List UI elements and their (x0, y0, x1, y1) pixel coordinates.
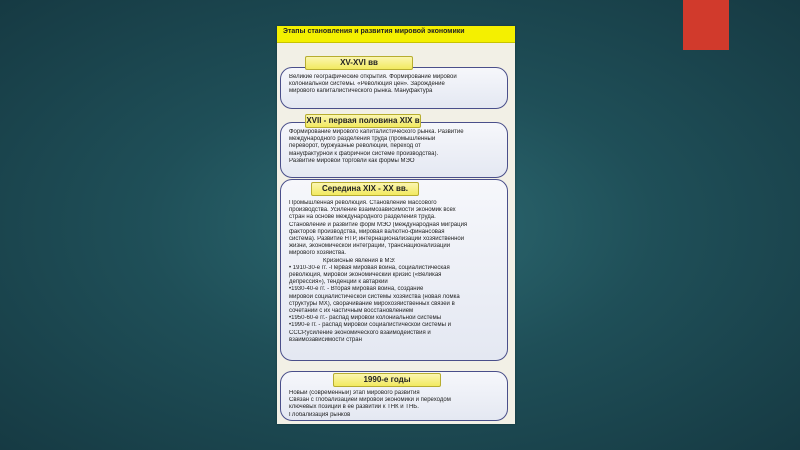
slide-title: Этапы становления и развития мировой экономики (283, 28, 465, 35)
crisis-line: мировой социалистической системы хозяйства (новая ломка (289, 293, 460, 300)
crisis-line: • 1910-30-е гг. -Первая мировая война, социалистическая (289, 264, 450, 271)
crisis-line: взаимозависимости стран (289, 336, 362, 343)
crisis-line: сочетании с их частичным восстановлением (289, 308, 414, 315)
stage-3-line: жизни, экономической интеграции, транснационализации (289, 243, 451, 250)
stage-1-text (289, 74, 501, 96)
stage-1-line: колониальной системы. «Революция цен». Зарождение (289, 81, 445, 88)
crisis-line: •1950-60-е гг.- распад мировой колониальной системы (289, 315, 442, 322)
stage-2-line: Развитие мировой торговли как формы МЭО (289, 157, 415, 164)
stage-2-line: мануфактурной к фабричной системе производства). (289, 150, 439, 157)
stage-4-line: Глобализация рынков (289, 411, 351, 418)
stage-1-line: Великие географические открытия. Формирование мировой (289, 74, 457, 80)
crisis-line: СССР,усиление экономического взаимодействия и (289, 329, 431, 336)
stage-3-text (289, 200, 501, 344)
crisis-line: революция, мировой экономический кризис («Великая (289, 272, 442, 279)
stage-2-line: переворот, буржуазные революции, переход от (289, 143, 421, 150)
stage-2-text (289, 129, 501, 165)
crisis-line: •1930-40-е гг. - Вторая мировая война, создание (289, 286, 424, 293)
stage-3-line: производства. Усиление взаимозависимости экономик всех (289, 207, 456, 214)
stage-4-heading: 1990-е годы (333, 373, 441, 387)
stage-2-heading: XVII - первая половина XIX в (305, 114, 421, 128)
stage-4-text (289, 390, 501, 419)
red-accent-rectangle (683, 0, 729, 50)
crisis-line: •1990-е гг. - распад мировой социалистической системы и (289, 322, 451, 329)
stage-1-line: мирового капиталистического рынка. Мануфактура (289, 88, 433, 95)
stage-3-line: стран на основе международного разделения труда. (289, 214, 436, 221)
crisis-line: структуры МХ), сворачивание мирохозяйственных связей в (289, 300, 455, 307)
stage-card-1 (280, 67, 508, 109)
stage-3-line: факторов производства, мировая валютно-финансовая (289, 228, 445, 235)
stage-2-line: Формирование мирового капиталистического рынка. Развитие (289, 129, 464, 135)
slide-image (277, 26, 515, 424)
stage-3-line: Промышленная революция. Становление массового (289, 200, 437, 206)
stage-4-line: ключевых позиций в ее развитии к ТНК и ТНБ. (289, 404, 419, 411)
stage-3-line: мирового хозяйства. (289, 250, 347, 257)
stage-4-line: Связан с глобализацией мировой экономики и переходом (289, 397, 451, 404)
crisis-subheading: Кризисные явления в МЭ: (323, 257, 396, 264)
stage-3-line: система). Развитие НТР, интернационализации хозяйственной (289, 236, 465, 243)
crisis-line: депрессия»), тенденции к автаркии (289, 279, 388, 286)
stage-card-3 (280, 179, 508, 361)
stage-4-line: Новый (современный) этап мирового развития (289, 390, 420, 396)
stage-1-heading: XV-XVI вв (305, 56, 413, 70)
stage-3-heading: Середина XIX - XX вв. (311, 182, 419, 196)
stage-2-line: международного разделения труда (промышленный (289, 136, 436, 143)
slide-title-banner (277, 26, 515, 43)
stage-card-2 (280, 122, 508, 178)
stage-3-line: Становление и развитие форм МЭО (международная миграция (289, 221, 468, 228)
